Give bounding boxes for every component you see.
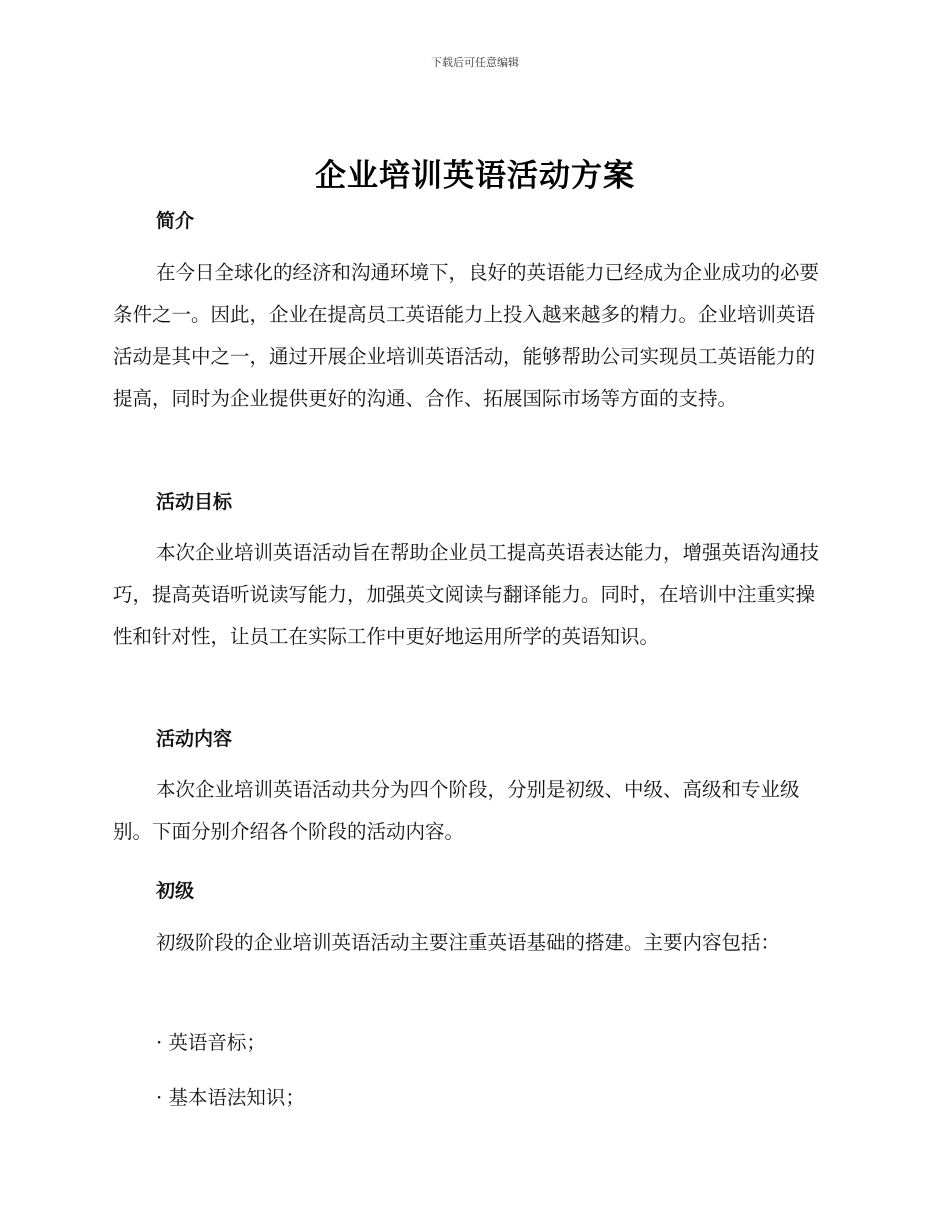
section-body-goals: 本次企业培训英语活动旨在帮助企业员工提高英语表达能力，增强英语沟通技巧，提高英语听说读写能力，加强英文阅读与翻译能力。同时，在培训中注重实操性和针对性，让员工在实际工作中更好地运用所学的英语知识。 [113,541,820,648]
list-item: · 英语音标； [156,1031,266,1054]
header-note: 下载后可任意编辑 [431,56,519,69]
section-body-intro: 在今日全球化的经济和沟通环境下，良好的英语能力已经成为企业成功的必要条件之一。因此，企业在提高员工英语能力上投入越来越多的精力。企业培训英语活动是其中之一，通过开展企业培训英语活动，能够帮助公司实现员工英语能力的提高，同时为企业提供更好的沟通、合作、拓展国际市场等方面的支持。 [113,261,820,410]
section-heading-goals: 活动目标 [156,491,233,513]
section-body-content: 本次企业培训英语活动共分为四个阶段，分别是初级、中级、高级和专业级别。下面分别介绍各个阶段的活动内容。 [113,778,800,843]
section-body-beginner: 初级阶段的企业培训英语活动主要注重英语基础的搭建。主要内容包括： [156,931,781,954]
document-title: 企业培训英语活动方案 [315,158,635,194]
list-item: · 基本语法知识； [156,1086,305,1109]
section-heading-content: 活动内容 [156,728,233,750]
section-heading-beginner: 初级 [156,880,195,902]
section-heading-intro: 简介 [156,210,195,232]
